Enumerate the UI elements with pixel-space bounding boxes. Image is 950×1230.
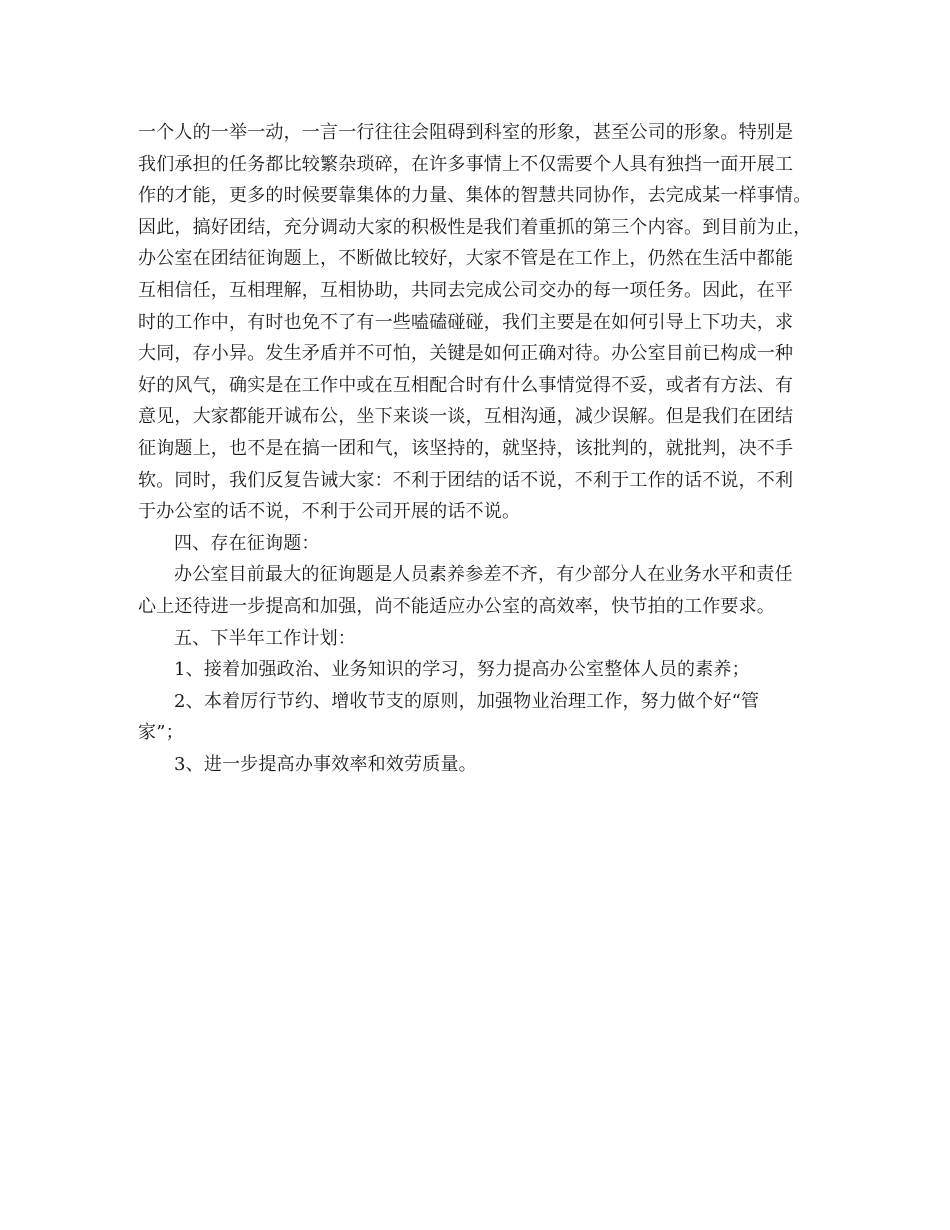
paragraph-line: 办公室在团结征询题上，不断做比较好，大家不管是在工作上，仍然在生活中都能: [138, 248, 794, 270]
paragraph-line: 意见，大家都能开诚布公，坐下来谈一谈，互相沟通，减少误解。但是我们在团结: [138, 406, 794, 428]
paragraph-line: 软。同时，我们反复告诫大家：不利于团结的话不说，不利于工作的话不说，不利: [138, 469, 794, 491]
paragraph-line: 好的风气，确实是在工作中或在互相配合时有什么事情觉得不妥，或者有方法、有: [138, 374, 794, 396]
paragraph-line: 大同，存小异。发生矛盾并不可怕，关键是如何正确对待。办公室目前已构成一种: [138, 343, 794, 365]
paragraph-line: 时的工作中，有时也免不了有一些嗑磕碰碰，我们主要是在如何引导上下功夫，求: [138, 311, 794, 333]
paragraph-line: 我们承担的任务都比较繁杂琐碎，在许多事情上不仅需要个人具有独挡一面开展工: [138, 153, 794, 175]
section-heading: 四、存在征询题：: [174, 532, 320, 554]
list-item: 3、进一步提高办事效率和效劳质量。: [174, 753, 477, 775]
list-item-continuation: 家”；: [138, 722, 184, 744]
paragraph-line: 因此，搞好团结，充分调动大家的积极性是我们着重抓的第三个内容。到目前为止，: [138, 216, 812, 238]
paragraph-line: 作的才能，更多的时候要靠集体的力量、集体的智慧共同协作，去完成某一样事情。: [138, 185, 812, 207]
list-item: 2、本着厉行节约、增收节支的原则，加强物业治理工作，努力做个好“管: [174, 690, 760, 712]
paragraph-line: 心上还待进一步提高和加强，尚不能适应办公室的高效率，快节拍的工作要求。: [138, 595, 775, 617]
document-body: [138, 117, 828, 780]
paragraph-line: 办公室目前最大的征询题是人员素养参差不齐，有少部分人在业务水平和责任: [174, 564, 793, 586]
paragraph-line: 互相信任，互相理解，互相协助，共同去完成公司交办的每一项任务。因此，在平: [138, 279, 794, 301]
section-heading: 五、下半年工作计划：: [174, 627, 356, 649]
list-item: 1、接着加强政治、业务知识的学习，努力提高办公室整体人员的素养；: [174, 659, 750, 681]
paragraph-line: 一个人的一举一动，一言一行往往会阻碍到科室的形象，甚至公司的形象。特别是: [138, 122, 794, 143]
paragraph-line: 于办公室的话不说，不利于公司开展的话不说。: [138, 501, 521, 523]
paragraph-line: 征询题上，也不是在搞一团和气，该坚持的，就坚持，该批判的，就批判，决不手: [138, 437, 794, 459]
